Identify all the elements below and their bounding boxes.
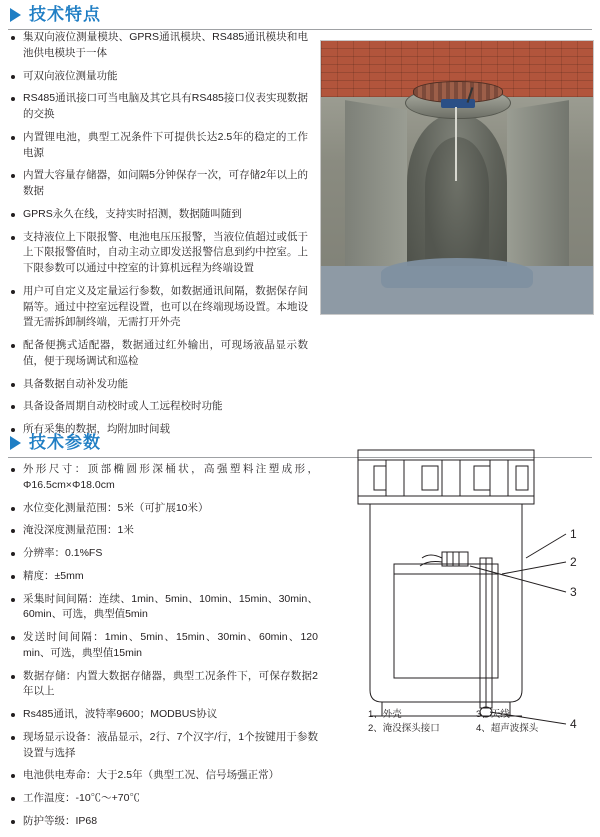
diagram-top-flange xyxy=(358,450,534,460)
photo-tunnel-inner xyxy=(425,137,489,277)
list-item: Rs485通讯，波特率9600；MODBUS协议 xyxy=(8,707,318,723)
list-item: 具备数据自动补发功能 xyxy=(8,377,308,393)
diagram-callout-1: 1 xyxy=(570,527,577,541)
photo-water-surface xyxy=(381,258,533,288)
diagram-inner-module xyxy=(394,564,498,678)
diagram-callout-4: 4 xyxy=(570,717,577,731)
legend-num: 4、 xyxy=(476,722,491,734)
photo-left-wall xyxy=(345,100,407,290)
diagram-leader-3 xyxy=(470,566,566,592)
diagram-callout-3: 3 xyxy=(570,585,577,599)
diagram-legend xyxy=(368,708,594,736)
list-item: 现场显示设备：液晶显示，2行、7个汉字/行，1个按键用于参数设置与选择 xyxy=(8,730,318,762)
legend-label: 天线 xyxy=(490,709,510,720)
legend-num: 1、 xyxy=(368,709,383,720)
list-item: 淹没深度测量范围：1米 xyxy=(8,523,318,539)
list-item: 具备设备周期自动校时或人工远程校时功能 xyxy=(8,399,308,415)
legend-row xyxy=(368,708,594,722)
legend-label: 淹没探头接口 xyxy=(382,722,440,734)
list-item: 数据存储：内置大数据存储器，典型工况条件下，可保存数据2年以上 xyxy=(8,669,318,701)
list-item: 发送时间间隔：1min、5min、15min、30min、60min、120 min、可选，典型值15min xyxy=(8,630,318,662)
list-item: 内置大容量存储器，如问隔5分钟保存一次，可存储2年以上的数据 xyxy=(8,168,308,200)
list-item: 工作温度：-10℃～+70℃ xyxy=(8,791,318,807)
list-item: 水位变化测量范围：5米（可扩展10米） xyxy=(8,501,318,517)
triangle-bullet-icon xyxy=(10,8,21,22)
triangle-bullet-icon xyxy=(10,436,21,450)
list-item: 可双向液位测量功能 xyxy=(8,69,308,85)
list-item: 内置锂电池，典型工况条件下可提供长达2.5年的稳定的工作电源 xyxy=(8,130,308,162)
list-item: 防护等级：IP68 xyxy=(8,814,318,830)
list-item: RS485通讯接口可当电脑及其它具有RS485接口仪表实现数据的交换 xyxy=(8,91,308,123)
photo-probe-cable xyxy=(455,107,457,181)
legend-label: 超声波探头 xyxy=(490,722,539,734)
list-item: 支持液位上下限报警、电池电压压报警，当液位值超过或低于上下限报警值时，自动主动立即发送报警信息到约中控室。上下限参数可以通过中控室的计算机远程为终端设置 xyxy=(8,230,308,277)
legend-num: 2、 xyxy=(368,722,383,734)
list-item: 采集时间间隔：连续、1min、5min、10min、15min、30min、60min、可选，典型值5min xyxy=(8,592,318,624)
list-item: GPRS永久在线，支持实时招测，数据随叫随到 xyxy=(8,207,308,223)
photo-sensor-device xyxy=(441,99,475,108)
list-item: 用户可自定义及定量运行参数，如数据通讯间隔，数据保存间隔等。通过中控室远程设置，也可以在终端现场设置。本地设置无需拆卸制终端，无需打开外壳 xyxy=(8,284,308,331)
legend-row xyxy=(368,722,594,736)
list-item: 配备便携式适配器，数据通过红外输出，可现场液晶显示数值，便于现场调试和巡检 xyxy=(8,338,308,370)
legend-label: 外壳 xyxy=(382,709,402,720)
diagram-svg xyxy=(330,440,594,746)
list-item: 所有采集的数据，均附加时间载 xyxy=(8,422,308,438)
photo-right-wall xyxy=(507,100,569,290)
legend-num: 3、 xyxy=(476,709,491,720)
features-list xyxy=(8,30,308,445)
installation-photo xyxy=(320,40,594,315)
diagram-outer-shell xyxy=(370,504,522,702)
list-item: 分辨率：0.1%FS xyxy=(8,546,318,562)
section-header-features xyxy=(8,6,592,30)
specs-list xyxy=(8,462,318,837)
list-item: 精度：±5mm xyxy=(8,569,318,585)
product-technical-diagram xyxy=(330,440,594,746)
list-item: 集双向液位测量模块、GPRS通讯模块、RS485通讯模块和电池供电模块于一体 xyxy=(8,30,308,62)
list-item: 电池供电寿命：大于2.5年（典型工况、信号场强正常） xyxy=(8,768,318,784)
section-title: 技术参数 xyxy=(29,433,101,452)
list-item: 外形尺寸：顶部椭圆形深桶状，高强塑料注塑成形，Φ16.5cm×Φ18.0cm xyxy=(8,462,318,494)
diagram-leader-1 xyxy=(526,534,566,558)
diagram-callout-2: 2 xyxy=(570,555,577,569)
section-title: 技术特点 xyxy=(29,5,101,24)
diagram-leader-2 xyxy=(502,562,566,574)
